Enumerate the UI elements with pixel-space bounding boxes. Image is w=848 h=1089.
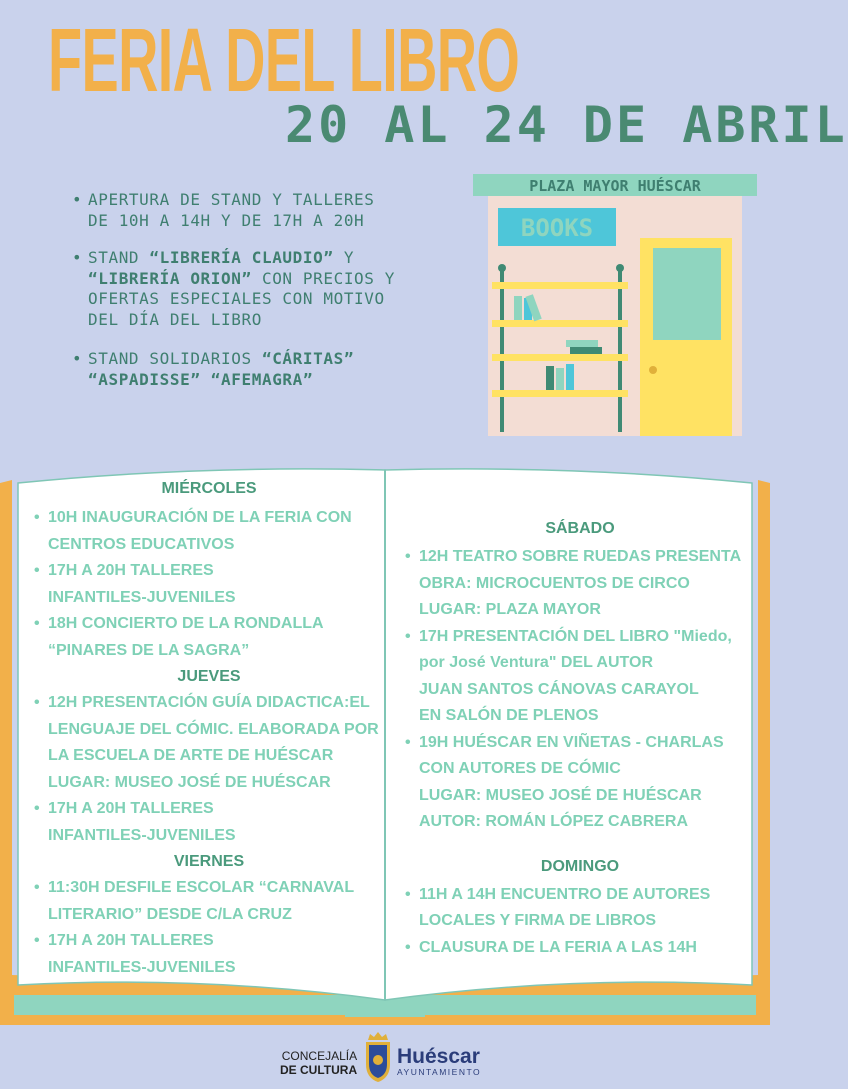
- town-subtitle: AYUNTAMIENTO: [397, 1067, 482, 1077]
- store-sign-text: PLAZA MAYOR HUÉSCAR: [529, 177, 701, 195]
- shelf: [492, 320, 628, 327]
- event-item: • 17H A 20H TALLERES INFANTILES-JUVENILES: [34, 558, 384, 611]
- event-item: • 12H PRESENTACIÓN GUÍA DIDACTICA:EL LENGUAJE DEL CÓMIC. ELABORADA POR LA ESCUELA DE ARTE DE HUÉSCAR LUGAR: MUSEO JOSÉ DE HUÉSCAR: [34, 690, 384, 796]
- program-right: [405, 518, 755, 961]
- event-item: • 17H A 20H TALLERES INFANTILES-JUVENILES: [34, 928, 384, 981]
- event-item: • 18H CONCIERTO DE LA RONDALLA “PINARES DE LA SAGRA”: [34, 611, 384, 664]
- shelf: [492, 354, 628, 361]
- shelf: [492, 390, 628, 397]
- program-left: [34, 478, 384, 981]
- bookstore-illustration: [470, 170, 760, 440]
- event-item: • 17H A 20H TALLERES INFANTILES-JUVENILES: [34, 796, 384, 849]
- event-item: • CLAUSURA DE LA FERIA A LAS 14H: [405, 935, 755, 962]
- event-item: • 11:30H DESFILE ESCOLAR “CARNAVAL LITERARIO” DESDE C/LA CRUZ: [34, 875, 384, 928]
- door-window: [653, 248, 721, 340]
- event-dates: 20 AL 24 DE ABRIL: [285, 96, 848, 154]
- town-brand: [397, 1047, 481, 1077]
- event-item: • 19H HUÉSCAR EN VIÑETAS - CHARLAS CON AUTORES DE CÓMIC LUGAR: MUSEO JOSÉ DE HUÉSCAR AUTOR: ROMÁN LÓPEZ CABRERA: [405, 730, 755, 836]
- coat-of-arms-icon: [362, 1030, 394, 1084]
- info-item-solidarity: • STAND SOLIDARIOS “CÁRITAS” “ASPADISSE” “AFEMAGRA”: [72, 349, 472, 390]
- day-heading: VIERNES: [173, 853, 245, 870]
- event-item: • 11H A 14H ENCUENTRO DE AUTORES LOCALES Y FIRMA DE LIBROS: [405, 882, 755, 935]
- event-item: • 12H TEATRO SOBRE RUEDAS PRESENTA OBRA: MICROCUENTOS DE CIRCO LUGAR: PLAZA MAYOR: [405, 544, 755, 624]
- event-item: • 17H PRESENTACIÓN DEL LIBRO "Miedo, por José Ventura" DEL AUTOR JUAN SANTOS CÁNOVAS CARAYOL EN SALÓN DE PLENOS: [405, 624, 755, 730]
- day-heading: DOMINGO: [540, 857, 620, 875]
- town-name: Huéscar: [397, 1045, 480, 1068]
- info-item-hours: • APERTURA DE STAND Y TALLERES DE 10H A 14H Y DE 17H A 20H: [72, 190, 472, 231]
- info-list: [72, 190, 472, 390]
- shelf: [492, 282, 628, 289]
- books-sign-text: BOOKS: [520, 214, 594, 242]
- event-item: • 10H INAUGURACIÓN DE LA FERIA CON CENTROS EDUCATIVOS: [34, 505, 384, 558]
- day-heading: JUEVES: [177, 668, 241, 685]
- day-heading: MIÉRCOLES: [161, 480, 257, 497]
- event-title: FERIA DEL LIBRO: [48, 11, 520, 111]
- info-item-bookstores: • STAND “LIBRERÍA CLAUDIO” Y “LIBRERÍA ORION” CON PRECIOS Y OFERTAS ESPECIALES CON MOTIVO DEL DÍA DEL LIBRO: [72, 248, 472, 330]
- department-label: CONCEJALÍA DE CULTURA: [280, 1049, 358, 1077]
- day-heading: SÁBADO: [545, 520, 615, 537]
